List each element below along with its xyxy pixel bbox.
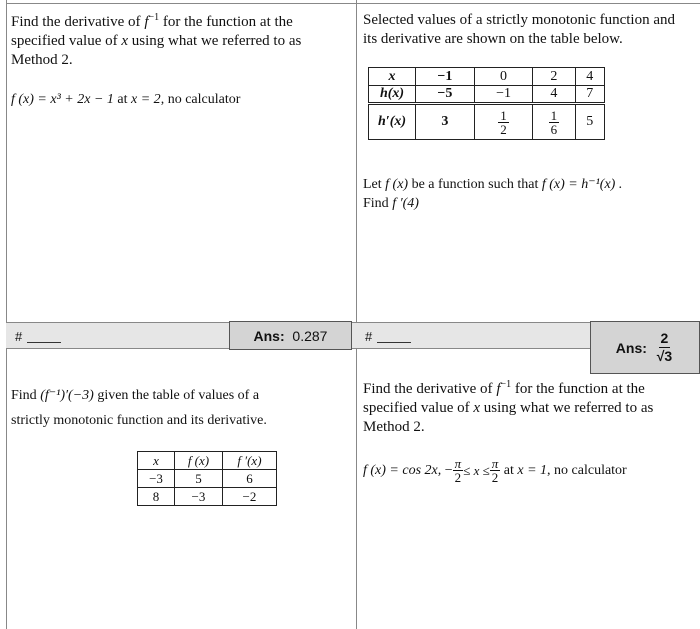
q1-x: x xyxy=(121,33,129,49)
right-answer-den: √3 xyxy=(656,348,673,364)
q4-at: at xyxy=(503,463,514,478)
q2-x-2: 2 xyxy=(533,68,575,86)
q2-hp-3: 5 xyxy=(575,104,604,140)
center-divider xyxy=(356,0,357,629)
q2-x-3: 4 xyxy=(575,68,604,86)
q2-let-eq: f (x) = h⁻¹(x) . xyxy=(541,177,623,192)
q4-upper-two: 2 xyxy=(491,470,499,485)
q2-find-line xyxy=(363,194,419,213)
q2-let-f: f (x) xyxy=(385,177,409,192)
q2-line2: its derivative are shown on the table below. xyxy=(363,31,623,47)
q2-x-0: −1 xyxy=(416,68,475,86)
top-border xyxy=(6,3,700,4)
q2-hp-frac2-den: 6 xyxy=(550,121,558,137)
q4-inequality: ≤ x ≤ xyxy=(463,463,490,478)
left-question-number[interactable] xyxy=(15,329,61,344)
q2-let-line xyxy=(363,175,699,194)
q1-line2-tail: using what we referred to as xyxy=(131,33,302,49)
left-hash: # xyxy=(15,329,23,344)
q4-domain-minus: − xyxy=(444,463,453,478)
q2-prompt xyxy=(363,11,699,49)
q3-line2: strictly monotonic function and its derivative. xyxy=(11,413,267,428)
q4-line1-tail: for the function at the xyxy=(514,381,645,397)
q3-values-table xyxy=(137,451,277,506)
q1-prompt xyxy=(11,13,351,70)
right-answer-num: 2 xyxy=(660,330,669,346)
q2-find-expr: f ′(4) xyxy=(392,196,419,211)
q3-cell: −3 xyxy=(175,488,223,506)
q4-formula-line xyxy=(363,457,699,484)
right-number-blank[interactable] xyxy=(377,342,411,343)
left-number-blank[interactable] xyxy=(27,342,61,343)
q3-cell: 8 xyxy=(138,488,175,506)
q1-line1-tail: for the function at the xyxy=(162,14,293,30)
left-answer-value: 0.287 xyxy=(292,327,328,344)
q2-h-3: 7 xyxy=(575,86,604,104)
q2-hp-frac1-num: 1 xyxy=(500,107,507,123)
q2-hp-frac-1 xyxy=(498,109,509,136)
q4-f: f xyxy=(496,381,501,397)
q2-hp-frac-2 xyxy=(549,109,560,136)
right-answer-fraction xyxy=(655,330,674,365)
q3-cell: −2 xyxy=(222,488,276,506)
q3-cell: 6 xyxy=(222,470,276,488)
q3-tail: given the table of values of a xyxy=(97,388,260,403)
q2-hp-1 xyxy=(474,104,532,140)
left-answer-label: Ans: xyxy=(253,327,285,344)
q2-h-0: −5 xyxy=(416,86,475,104)
q1-formula: f (x) = x³ + 2x − 1 xyxy=(11,92,114,107)
q2-hp-2 xyxy=(533,104,575,140)
q1-at: at xyxy=(117,92,128,107)
left-border xyxy=(6,0,7,629)
q2-h-2: 4 xyxy=(533,86,575,104)
q4-line2-tail: using what we referred to as xyxy=(483,400,654,416)
q3-cell: 5 xyxy=(175,470,223,488)
q4-lower-bound xyxy=(453,457,464,484)
q3-find: Find xyxy=(11,388,37,403)
q3-header-f: f (x) xyxy=(175,452,223,470)
right-answer-box xyxy=(590,321,700,374)
q1-line3: Method 2. xyxy=(11,52,73,68)
q1-at-value: x = 2 xyxy=(131,92,161,107)
q4-lower-pi: π xyxy=(454,456,462,471)
right-hash: # xyxy=(365,329,373,344)
q2-header-x: x xyxy=(369,68,416,86)
q3-prompt xyxy=(11,386,351,430)
q1-note: , no calculator xyxy=(160,92,241,107)
q3-cell: −3 xyxy=(138,470,175,488)
q2-hp-0: 3 xyxy=(416,104,475,140)
q4-note: , no calculator xyxy=(547,463,627,478)
q4-upper-pi: π xyxy=(491,456,499,471)
q1-line2: specified value of xyxy=(11,33,118,49)
q4-line2: specified value of xyxy=(363,400,470,416)
q2-find: Find xyxy=(363,196,389,211)
q2-values-table xyxy=(368,67,605,140)
q1-line1: Find the derivative of xyxy=(11,14,141,30)
q3-header-x: x xyxy=(138,452,175,470)
q4-upper-bound xyxy=(490,457,501,484)
q2-line1: Selected values of a strictly monotonic function and xyxy=(363,12,675,28)
q3-expr: (f⁻¹)′(−3) xyxy=(40,388,94,403)
q2-let-mid: be a function such that xyxy=(411,177,539,192)
q2-hp-frac1-den: 2 xyxy=(500,121,507,137)
q4-line3: Method 2. xyxy=(363,419,425,435)
q4-sup: −1 xyxy=(500,379,512,390)
q4-formula: f (x) = cos 2x, xyxy=(363,463,442,478)
left-answer-box xyxy=(229,321,352,350)
q4-line1: Find the derivative of xyxy=(363,381,493,397)
q2-hp-frac2-num: 1 xyxy=(550,107,558,123)
q2-let: Let xyxy=(363,177,382,192)
q2-h-1: −1 xyxy=(474,86,532,104)
q4-x: x xyxy=(473,400,481,416)
q3-header-fp: f ′(x) xyxy=(222,452,276,470)
q2-x-1: 0 xyxy=(474,68,532,86)
q2-header-hp: h′(x) xyxy=(369,104,416,140)
q4-at-value: x = 1 xyxy=(517,463,548,478)
q1-sup: −1 xyxy=(148,12,160,23)
q4-lower-two: 2 xyxy=(454,470,462,485)
q2-header-h: h(x) xyxy=(369,86,416,104)
q4-prompt xyxy=(363,380,699,437)
right-answer-label: Ans: xyxy=(615,339,647,356)
q1-f: f xyxy=(144,14,149,30)
right-question-number[interactable] xyxy=(365,329,411,344)
q1-formula-line xyxy=(11,90,351,109)
